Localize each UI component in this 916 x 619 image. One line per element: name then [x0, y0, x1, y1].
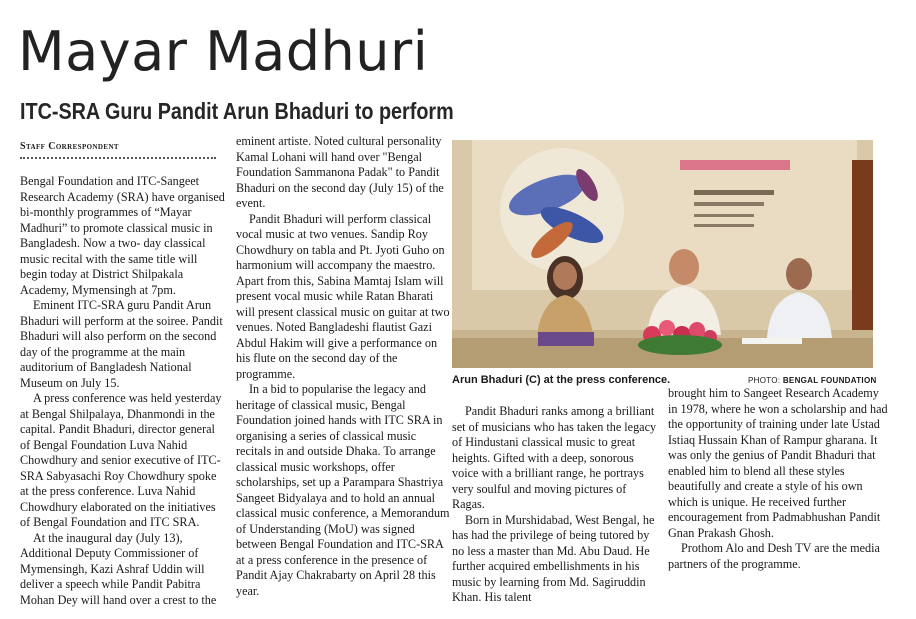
column-3: [452, 404, 662, 606]
paragraph: eminent artiste. Noted cultural personality Kamal Lohani will hand over "Bengal Foundation Sammanona Padak" to Pandit Bhaduri on the second day (July 15) of the event.: [236, 134, 444, 210]
paragraph: Pandit Bhaduri will perform classical vocal music at two venues. Sandip Roy Chowdhury on tabla and Pt. Jyoti Guho on harmonium will accompany the maestro. Apart from this, Sabina Mamtaj Islam will present vocal music while Ratan Bharati will present classical music on guitar at two venues. Noted Bangladeshi flautist Gazi Abdul Hakim will give a performance on his flute on the second day of the programme.: [236, 211, 450, 381]
paragraph: In a bid to popularise the legacy and heritage of classical music, Bengal Foundation joined hands with ITC SRA in organising a series of classical music recitals in and outside Dhaka. To arrange classical music workshops, offer scholarships, set up a Parampara Shastriya Sangeet Bidyalaya and to hold an annual classical music conference, a Memorandum of Understanding (MoU) was signed between Bengal Foundation and ITC-SRA at a press conference in the presence of Pandit Ajay Chakrabarty on April 28 this year.: [236, 382, 450, 598]
paragraph: Prothom Alo and Desh TV are the media partners of the programme.: [668, 541, 880, 571]
column-1: [20, 174, 225, 608]
subheadline: ITC-SRA Guru Pandit Arun Bhaduri to perform: [20, 98, 454, 124]
byline-divider: [20, 157, 216, 159]
paragraph: Born in Murshidabad, West Bengal, he has had the privilege of being tutored by no less a master than Md. Abu Daud. He further acquired embellishments in his music by learning from Md. Sagiruddin Khan. His talent: [452, 512, 655, 604]
photo-credit: [748, 376, 877, 385]
press-conference-photo: [452, 140, 873, 368]
paragraph: At the inaugural day (July 13), Additional Deputy Commissioner of Mymensingh, Kazi Ashraf Uddin will deliver a speech while Pandit Pabitra Mohan Dey will hand over a crest to the: [20, 530, 217, 607]
byline: Staff Correspondent: [20, 141, 119, 152]
paragraph: Bengal Foundation and ITC-Sangeet Research Academy (SRA) have organised bi-monthly programmes of “Mayar Madhuri” to promote classical music in Bangladesh. Now a two- day classical music recital with the same title will begin today at District Shilpakala Academy, Mymensingh at 7pm.: [20, 174, 225, 297]
paragraph: Eminent ITC-SRA guru Pandit Arun Bhaduri will perform at the soiree. Pandit Bhaduri will also perform on the second day of the programme at the main auditorium of Bangladesh National Museum on July 15.: [20, 298, 223, 390]
column-4: [668, 386, 888, 572]
photo-illustration: [452, 140, 873, 368]
paragraph: brought him to Sangeet Research Academy in 1978, where he won a scholarship and had the opportunity of training under late Ustad Istiaq Hussain Khan of Rampur gharana. It was only the genius of Pandit Bhaduri that enabled him to blend all these styles beautifully and create a style of his own which is unique. He received further encouragement from Padmabhushan Pandit Gnan Prakash Ghosh.: [668, 386, 888, 540]
photo-credit-label: PHOTO:: [748, 376, 781, 385]
column-2: [236, 134, 450, 599]
paragraph: Pandit Bhaduri ranks among a brilliant set of musicians who has taken the legacy of Hindustani classical music to great heights. Gifted with a deep, sonorous voice with a brilliant range, he portrays very soulful and moving pictures of Ragas.: [452, 404, 657, 511]
paragraph: A press conference was held yesterday at Bengal Shilpalaya, Dhanmondi in the capital. Pandit Bhaduri, director general of Bengal Foundation Luva Nahid Chowdhury and senior executive of ITC-SRA Sabyasachi Roy Chowdhury spoke at the press conference. Luva Nahid Chowdhury elaborated on the initiatives of Bengal Foundation and ITC SRA.: [20, 391, 222, 529]
photo-credit-source: BENGAL FOUNDATION: [782, 376, 877, 385]
photo-caption: Arun Bhaduri (C) at the press conference.: [452, 374, 671, 386]
headline: Mayar Madhuri: [18, 20, 429, 83]
